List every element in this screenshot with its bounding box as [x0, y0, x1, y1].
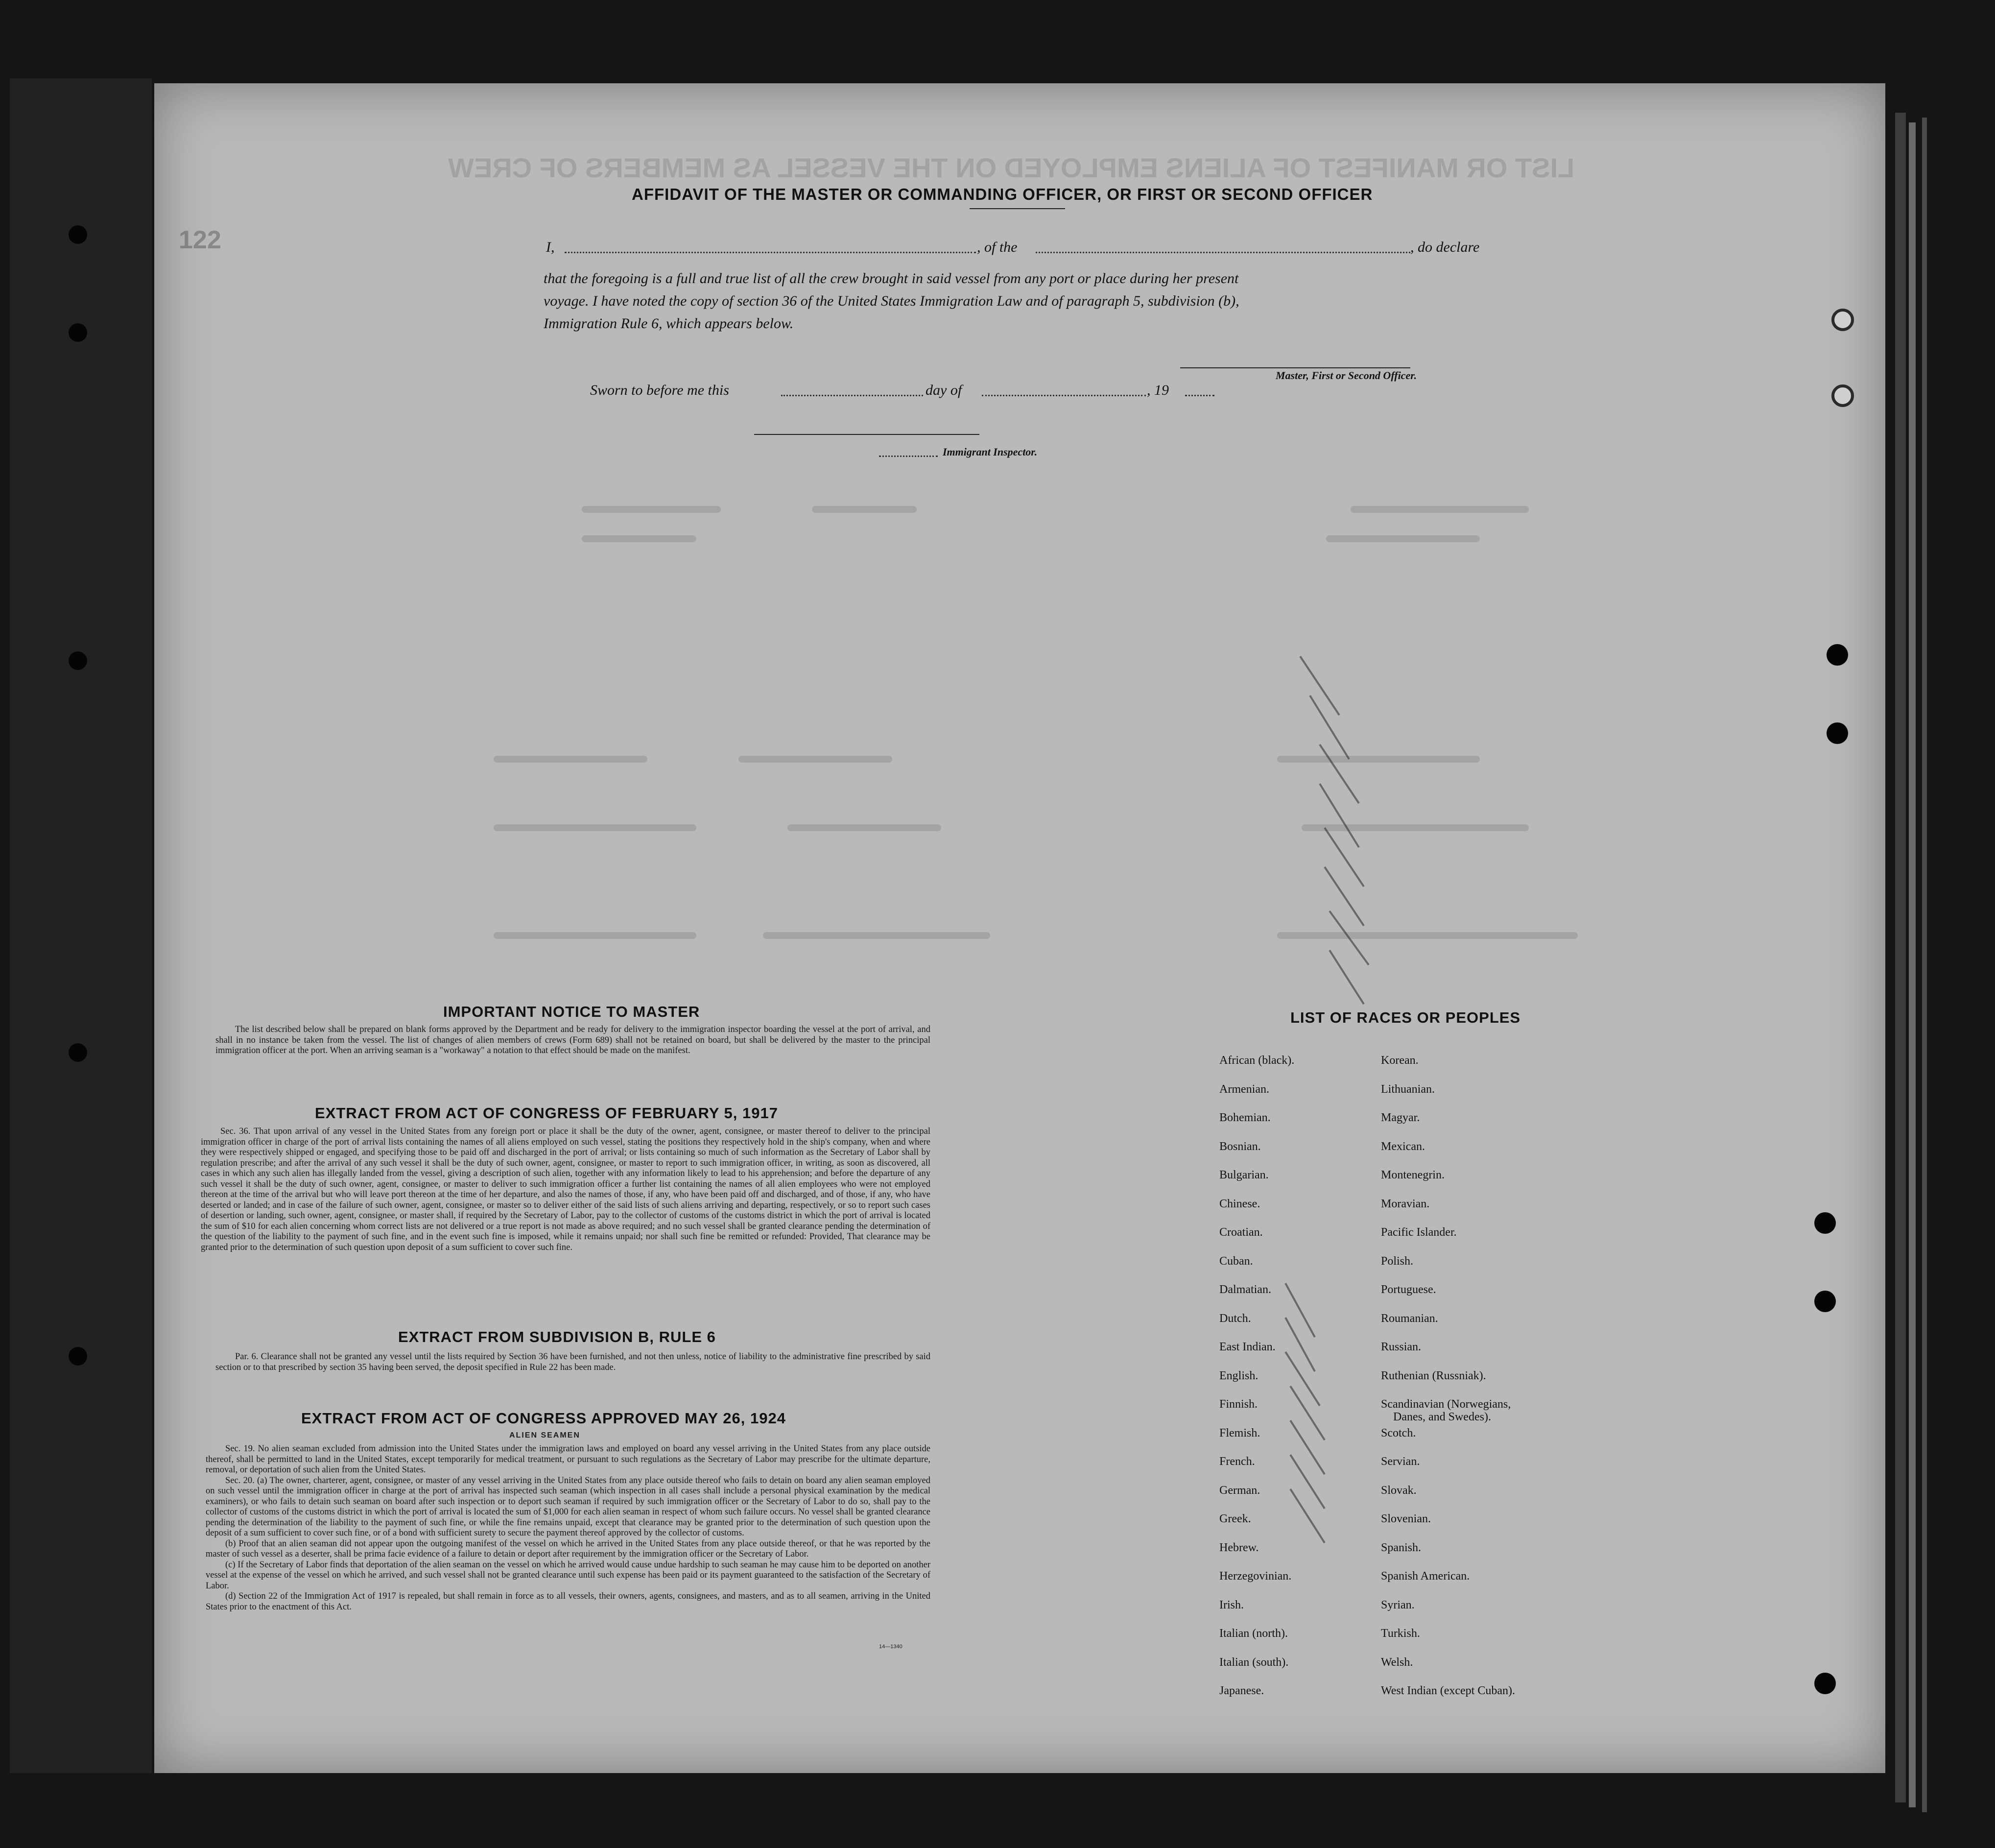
affidavit-line4: Immigration Rule 6, which appears below. [544, 315, 794, 332]
race-item: Armenian. [1219, 1082, 1269, 1096]
notice-paragraph: The list described below shall be prepared on blank forms approved by the Department and be ready for delivery to the immigration inspector boarding the vessel at the port of arrival, and shall in no instance be taken from the vessel. The list of changes of alien members of crews (Form 689) shall not be retained on board, but shall be delivered by the master to the principal immigration officer at the port. When an arriving seaman is a "workaway" a notation to that effect should be made on the manifest. [215, 1025, 930, 1056]
binder-hole [69, 323, 87, 342]
race-item: Greek. [1219, 1512, 1251, 1525]
section-20a-paragraph: Sec. 20. (a) The owner, charterer, agent, consignee, or master of any vessel arriving in the United States from any place outside thereof who fails to detain on board any alien seaman employed on such vessel until the immigration officer in charge at the port of arrival has inspected such seaman (which inspection in all cases shall include a personal physical examination by the medical examiners), or who fails to detain such seaman on board after such inspection or to deport such seaman if required by such immigration officer or the Secretary of Labor to do so, shall pay to the collector of customs of the customs district in which the port of arrival is located the sum of $1,000 for each alien seaman in respect of whom such failure occurs. No vessel shall be granted clearance pending the determination of the liability to the payment of such fine, or while the fine remains unpaid, except that clearance may be granted prior to the determination of such question upon the deposit of a sum sufficient to cover such fine, or of a bond with sufficient surety to secure the payment thereof approved by the collector of customs. [206, 1475, 930, 1538]
affidavit-line3: voyage. I have noted the copy of section 36 of the United States Immigration Law and of paragraph 5, subdivision (b), [544, 293, 1239, 309]
extract-1917-body [201, 1127, 930, 1253]
affidavit-i: I, [546, 239, 555, 255]
race-item: Portuguese. [1381, 1283, 1436, 1296]
race-item: Welsh. [1381, 1656, 1413, 1669]
race-item: Flemish. [1219, 1426, 1260, 1440]
master-signature-label: Master, First or Second Officer. [1276, 369, 1417, 382]
race-item: Russian. [1381, 1341, 1422, 1353]
race-item: Magyar. [1381, 1111, 1420, 1124]
extract-1924-title: EXTRACT FROM ACT OF CONGRESS APPROVED MAY 26, 1924 [301, 1410, 786, 1427]
sworn-label: Sworn to before me this [590, 382, 729, 398]
race-item: Japanese. [1219, 1684, 1264, 1697]
race-item: Scotch. [1381, 1426, 1416, 1440]
inspector-label: Immigrant Inspector. [943, 446, 1038, 458]
race-item: Slovak. [1381, 1484, 1417, 1497]
race-item: Roumanian. [1381, 1312, 1438, 1325]
races-title: LIST OF RACES OR PEOPLES [1290, 1009, 1521, 1026]
notice-body [215, 1025, 930, 1056]
rule-6-title: EXTRACT FROM SUBDIVISION B, RULE 6 [398, 1328, 716, 1345]
race-item: Irish. [1219, 1598, 1244, 1611]
section-20b-paragraph: (b) Proof that an alien seaman did not appear upon the outgoing manifest of the vessel on which he arrived in the United States from any place outside thereof, or that he was reported by the master of such vessel as a deserter, shall be prima facie evidence of a failure to detain or deport after requirement by the immigration officer or the Secretary of Labor. [206, 1538, 930, 1559]
race-item: Herzegovinian. [1219, 1570, 1292, 1583]
race-item: Mexican. [1381, 1140, 1425, 1153]
affidavit-declare: , do declare [1410, 239, 1480, 255]
race-item: West Indian (except Cuban). [1381, 1684, 1515, 1697]
affidavit-title: AFFIDAVIT OF THE MASTER OR COMMANDING OFFICER, OR FIRST OR SECOND OFFICER [632, 185, 1373, 203]
race-item: Cuban. [1219, 1254, 1253, 1268]
race-item: Ruthenian (Russniak). [1381, 1369, 1486, 1382]
race-item: East Indian. [1219, 1341, 1276, 1353]
race-item: Bulgarian. [1219, 1169, 1269, 1181]
section-20c-paragraph: (c) If the Secretary of Labor finds that deportation of the alien seaman on the vessel on which he arrived would cause undue hardship to such seaman he may cause him to be deported on another vessel at the expense of the vessel on which he arrived, and such vessel shall not be granted clearance until such expense has been paid or its payment guaranteed to the satisfaction of the Secretary of Labor. [206, 1560, 930, 1591]
rule-6-body [215, 1352, 930, 1373]
race-item: Italian (north). [1219, 1627, 1288, 1640]
race-item: Spanish. [1381, 1541, 1422, 1554]
race-item: Bohemian. [1219, 1111, 1271, 1124]
race-item: African (black). [1219, 1054, 1295, 1067]
section-36-paragraph: Sec. 36. That upon arrival of any vessel in the United States from any foreign port or place it shall be the duty of the owner, agent, consignee, or master thereof to deliver to the principal immigration officer in charge of the port of arrival lists containing the names of all aliens employed on such vessel, stating the positions they respectively hold in the ship's company, when and where they were respectively shipped or engaged, and specifying those to be paid off and discharged in the port of arrival; or lists containing so much of such information as the Secretary of Labor shall by regulation prescribe; and after the arrival of any such vessel it shall be the duty of such owner, agent, consignee, or master to report to such immigration officer, in writing, as soon as discovered, all cases in which any such alien has illegally landed from the vessel, giving a description of such alien, together with any information likely to lead to his apprehension; and before the departure of any such vessel it shall be the duty of such owner, agent, consignee, or master to deliver to such immigration officer a further list containing the names of all alien employees who were not employed thereon at the time of the arrival but who will leave port thereon at the time of her departure, and also the names of those, if any, who have been paid off and discharged, and of those, if any, who have deserted or landed; and in case of the failure of such owner, agent, consignee, or master so to deliver either of the said lists of such aliens arriving and departing, respectively, or so to report such cases of desertion or landing, such owner, agent, consignee, or master shall, if required by the Secretary of Labor, pay to the collector of customs of the customs district in which the port of arrival is located the sum of $10 for each alien concerning whom correct lists are not delivered or a true report is not made as above required; and no such vessel shall be granted clearance pending the determination of the question of the liability to the payment of such fine, and in the event such fine is imposed, while it remains unpaid; nor shall such fine be remitted or refunded: Provided, That clearance may be granted prior to the determination of such question upon deposit of a sum sufficient to cover such fine. [201, 1127, 930, 1252]
race-item: Polish. [1381, 1254, 1414, 1268]
race-item: Pacific Islander. [1381, 1226, 1457, 1239]
extract-1924-body [206, 1444, 930, 1612]
race-item: Moravian. [1381, 1197, 1430, 1210]
race-item: Montenegrin. [1381, 1169, 1445, 1181]
race-item: Syrian. [1381, 1598, 1415, 1611]
race-item: Dutch. [1219, 1312, 1251, 1325]
race-item: Slovenian. [1381, 1512, 1431, 1525]
day-of-label: day of [926, 382, 962, 398]
year-label: , 19 [1147, 382, 1169, 398]
crew-manifest-reverse-page [154, 83, 1885, 1773]
race-item: Chinese. [1219, 1197, 1260, 1210]
race-item: Bosnian. [1219, 1140, 1261, 1153]
race-item: Finnish. [1219, 1398, 1258, 1411]
section-19-paragraph: Sec. 19. No alien seaman excluded from admission into the United States under the immigration laws and employed on board any vessel arriving in the United States from any place outside thereof, shall be permitted to land in the United States, except temporarily for medical treatment, or pursuant to such regulations as the Secretary of Labor may prescribe for the ultimate departure, removal, or deportation of such alien from the United States. [206, 1444, 930, 1475]
section-20d-paragraph: (d) Section 22 of the Immigration Act of 1917 is repealed, but shall remain in force as to all vessels, their owners, agents, consignees, and masters, and as to all seamen, arriving in the United States prior to the enactment of this Act. [206, 1591, 930, 1612]
notice-title: IMPORTANT NOTICE TO MASTER [443, 1003, 700, 1020]
race-item: Lithuanian. [1381, 1082, 1435, 1096]
page-edge [1895, 113, 1906, 1802]
race-item: Spanish American. [1381, 1570, 1470, 1583]
race-item: Dalmatian. [1219, 1283, 1271, 1296]
affidavit-line2: that the foregoing is a full and true list of all the crew brought in said vessel from any port or place during her present [544, 270, 1239, 287]
race-item: Servian. [1381, 1455, 1420, 1468]
binder-hole [69, 225, 87, 244]
alien-seamen-subtitle: ALIEN SEAMEN [509, 1431, 580, 1440]
binder-hole [69, 1347, 87, 1366]
rule-6-paragraph: Par. 6. Clearance shall not be granted any vessel until the lists required by Section 36 have been furnished, and not then unless, notice of liability to the administrative fine prescribed by said section or to that prescribed by section 35 having been served, the deposit specified in Rule 22 has been made. [215, 1352, 930, 1372]
binder-hole [69, 1043, 87, 1062]
race-item: Scandinavian (Norwegians, [1381, 1398, 1511, 1411]
race-item: Danes, and Swedes). [1393, 1411, 1491, 1423]
page-edge [1909, 122, 1916, 1807]
affidavit-of-the: , of the [977, 239, 1018, 255]
bleed-through-header: LIST OR MANIFEST OF ALIENS EMPLOYED ON THE VESSEL AS MEMBERS OF CREW [448, 152, 1575, 183]
race-item: Korean. [1381, 1054, 1419, 1067]
page-edge [1922, 118, 1927, 1812]
race-item: French. [1219, 1455, 1255, 1468]
race-item: German. [1219, 1484, 1260, 1497]
race-item: Italian (south). [1219, 1656, 1289, 1669]
extract-1917-title: EXTRACT FROM ACT OF CONGRESS OF FEBRUARY 5, 1917 [315, 1104, 778, 1122]
form-number: 14—1340 [879, 1644, 902, 1650]
race-item: Turkish. [1381, 1627, 1420, 1640]
race-item: Croatian. [1219, 1226, 1263, 1239]
bleed-through-number: 122 [179, 226, 221, 254]
race-item: Hebrew. [1219, 1541, 1259, 1554]
binder-hole [69, 651, 87, 670]
race-item: English. [1219, 1369, 1259, 1382]
